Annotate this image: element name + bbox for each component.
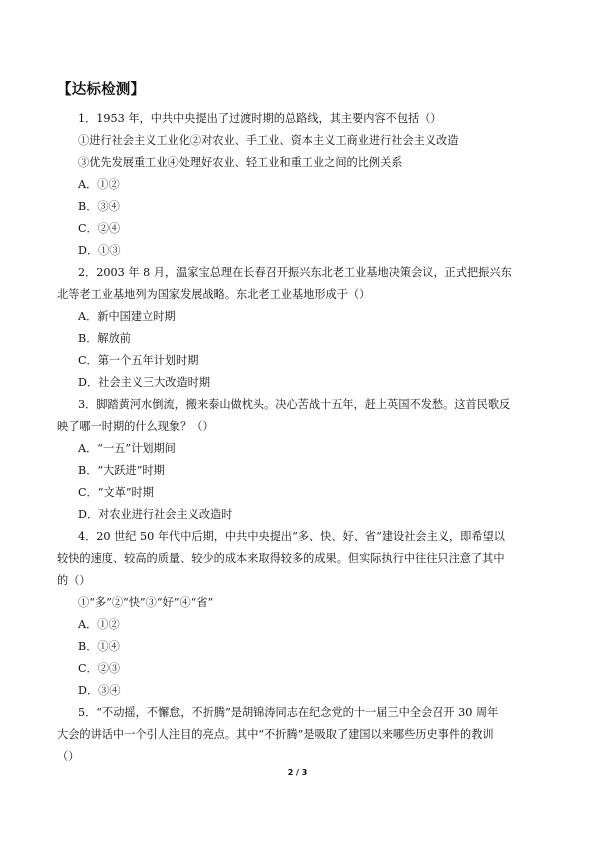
- q1-items-line2: ③优先发展重工业④处理好农业、轻工业和重工业之间的比例关系: [78, 156, 403, 169]
- q5-stem-line1: 5．“不动摇，不懈怠，不折腾”是胡锦涛同志在纪念党的十一届三中全会召开 30 周年: [78, 706, 499, 719]
- q2-option-d: D．社会主义三大改造时期: [78, 376, 211, 389]
- q3-stem-line1: 3．脚踏黄河水倒流，搬来泰山做枕头。决心苦战十五年，赶上英国不发愁。这首民歌反: [78, 398, 511, 411]
- q1-option-c: C．②④: [78, 222, 121, 235]
- q3-option-a: A．“一五”计划期间: [78, 442, 176, 455]
- q4-stem-line1: 4．20 世纪 50 年代中后期，中共中央提出“多、快、好、省”建设社会主义，即希望以: [78, 530, 505, 543]
- q2-stem-line1: 2．2003 年 8 月，温家宝总理在长春召开振兴东北老工业基地决策会议，正式把振兴东: [78, 266, 512, 279]
- q4-items: ①“多”②“快”③“好”④“省”: [78, 596, 214, 609]
- q1-option-b: B．③④: [78, 200, 120, 213]
- q3-option-b: B．“大跃进”时期: [78, 464, 165, 477]
- q1-option-a: A．①②: [78, 178, 120, 191]
- section-title: 【达标检测】: [57, 82, 146, 98]
- q2-option-a: A．新中国建立时期: [78, 310, 176, 323]
- q3-option-c: C．“文革”时期: [78, 486, 154, 499]
- q2-option-b: B．解放前: [78, 332, 131, 345]
- q4-option-b: B．①④: [78, 640, 120, 653]
- q4-stem-line2: 较快的速度、较高的质量、较少的成本来取得较多的成果。但实际执行中往往只注意了其中: [57, 552, 505, 565]
- q1-stem: 1．1953 年，中共中央提出了过渡时期的总路线，其主要内容不包括（）: [78, 112, 442, 125]
- q4-option-a: A．①②: [78, 618, 120, 631]
- q3-stem-line2: 映了哪一时期的什么现象？（）: [57, 420, 214, 433]
- q4-option-d: D．③④: [78, 684, 121, 697]
- q4-stem-line3: 的（）: [57, 574, 91, 587]
- page-number: 2 / 3: [287, 768, 308, 777]
- q1-items-line1: ①进行社会主义工业化②对农业、手工业、资本主义工商业进行社会主义改造: [78, 134, 459, 147]
- q2-option-c: C．第一个五年计划时期: [78, 354, 199, 367]
- q1-option-d: D．①③: [78, 244, 121, 257]
- q3-option-d: D．对农业进行社会主义改造时: [78, 508, 233, 521]
- q5-stem-line3: （）: [57, 750, 80, 763]
- q5-stem-line2: 大会的讲话中一个引人注目的亮点。其中“不折腾”是吸取了建国以来哪些历史事件的教训: [57, 728, 494, 741]
- q2-stem-line2: 北等老工业基地列为国家发展战略。东北老工业基地形成于（）: [57, 288, 371, 301]
- q4-option-c: C．②③: [78, 662, 121, 675]
